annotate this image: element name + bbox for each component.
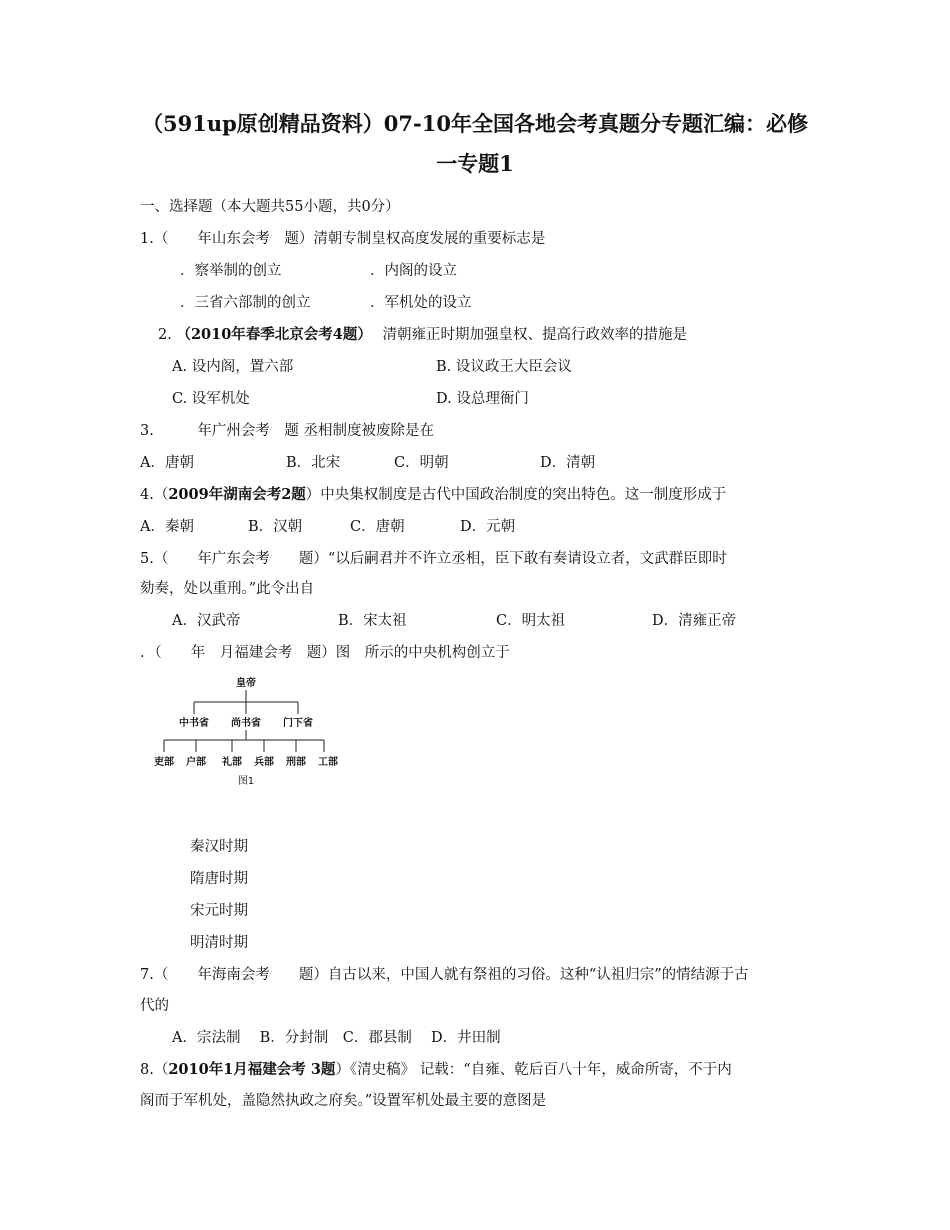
q4-option-c: C．唐朝 — [350, 519, 405, 535]
q5-option-d: D．清雍正帝 — [652, 613, 737, 629]
q2-option-a: A. 设内阁，置六部 — [172, 359, 294, 375]
q4-option-d: D．元朝 — [460, 519, 516, 535]
q5-option-c: C．明太祖 — [496, 613, 566, 629]
org-bottom-xing: 刑部 — [286, 757, 306, 768]
q4-prefix: 4.（ — [140, 487, 169, 503]
org-bottom-li-rites: 礼部 — [222, 757, 242, 768]
q8-source: 2010年1月福建会考 3题 — [168, 1061, 336, 1078]
q7-stem-line-2: 代的 — [140, 998, 169, 1014]
title-line-1: （591up原创精品资料）07-10年全国各地会考真题分专题汇编：必修 — [142, 111, 808, 136]
q5-stem-line-1: 5.（ 年广东会考 题）“以后嗣君并不许立丞相，臣下敢有奏请设立者，文武群臣即时 — [140, 551, 727, 567]
q8-prefix: 8.（ — [140, 1062, 169, 1078]
document-title — [120, 104, 830, 184]
q2-text: 清朝雍正时期加强皇权、提高行政效率的措施是 — [382, 327, 688, 343]
org-bottom-li: 吏部 — [154, 757, 174, 768]
org-bottom-gong: 工部 — [318, 757, 338, 768]
q5-option-b: B．宋太祖 — [338, 613, 407, 629]
org-mid-menxia: 门下省 — [283, 718, 313, 729]
q8-text: ）《清史稿》 记载：“自雍、乾后百八十年，威命所寄，不于内 — [335, 1062, 732, 1078]
q7-stem-line-1: 7.（ 年海南会考 题）自古以来，中国人就有祭祖的习俗。这种“认祖归宗”的情结源于古 — [140, 967, 749, 983]
q2-source: （2010年春季北京会考4题） — [176, 326, 372, 343]
q3-option-a: A．唐朝 — [140, 455, 194, 471]
q4-source: 2009年湖南会考2题 — [168, 486, 306, 503]
figure-caption: 图1 — [237, 776, 255, 787]
q1-option-c: ．三省六部制的创立 — [180, 295, 311, 311]
org-bottom-bing: 兵部 — [254, 757, 274, 768]
q6-stem: ．（ 年 月福建会考 题）图 所示的中央机构创立于 — [140, 645, 510, 661]
q6-option-b: 隋唐时期 — [190, 871, 248, 887]
q7-options: A．宗法制 B．分封制 C．郡县制 D．井田制 — [172, 1030, 501, 1046]
q2-option-c: C. 设军机处 — [172, 391, 250, 407]
q2-option-d: D. 设总理衙门 — [436, 391, 529, 407]
org-bottom-hu: 户部 — [186, 757, 206, 768]
q1-option-a: ．察举制的创立 — [180, 263, 282, 279]
q5-option-a: A．汉武帝 — [172, 613, 241, 629]
q3-option-d: D．清朝 — [540, 455, 596, 471]
q4-option-b: B．汉朝 — [248, 519, 303, 535]
q2-stem — [158, 325, 687, 345]
org-mid-shangshu: 尚书省 — [231, 718, 261, 729]
q6-option-d: 明清时期 — [190, 935, 248, 951]
org-top-emperor: 皇帝 — [236, 678, 256, 689]
section-heading: 一、选择题（本大题共55小题，共0分） — [140, 199, 400, 215]
q4-text: ）中央集权制度是古代中国政治制度的突出特色。这一制度形成于 — [305, 487, 727, 503]
q2-option-b: B. 设议政王大臣会议 — [436, 359, 572, 375]
q1-option-d: ．军机处的设立 — [370, 295, 472, 311]
q1-option-b: ．内阁的设立 — [370, 263, 457, 279]
q6-option-c: 宋元时期 — [190, 903, 248, 919]
q2-number: 2. — [158, 327, 172, 343]
q5-stem-line-2: 劾奏，处以重刑。”此令出自 — [140, 581, 315, 597]
org-mid-zhongshu: 中书省 — [179, 718, 209, 729]
q4-stem — [140, 485, 726, 505]
q3-option-b: B．北宋 — [286, 455, 341, 471]
title-line-2: 一专题1 — [436, 151, 514, 176]
q8-stem-line-2: 阁而于军机处，盖隐然执政之府矣。”设置军机处最主要的意图是 — [140, 1093, 547, 1109]
org-chart-figure — [148, 672, 348, 792]
q6-option-a: 秦汉时期 — [190, 839, 248, 855]
q3-option-c: C．明朝 — [394, 455, 449, 471]
q4-option-a: A．秦朝 — [140, 519, 194, 535]
q3-stem: 3. 年广州会考 题 丞相制度被废除是在 — [140, 423, 434, 439]
q1-stem: 1.（ 年山东会考 题）清朝专制皇权高度发展的重要标志是 — [140, 231, 546, 247]
q8-stem-line-1 — [140, 1060, 732, 1080]
